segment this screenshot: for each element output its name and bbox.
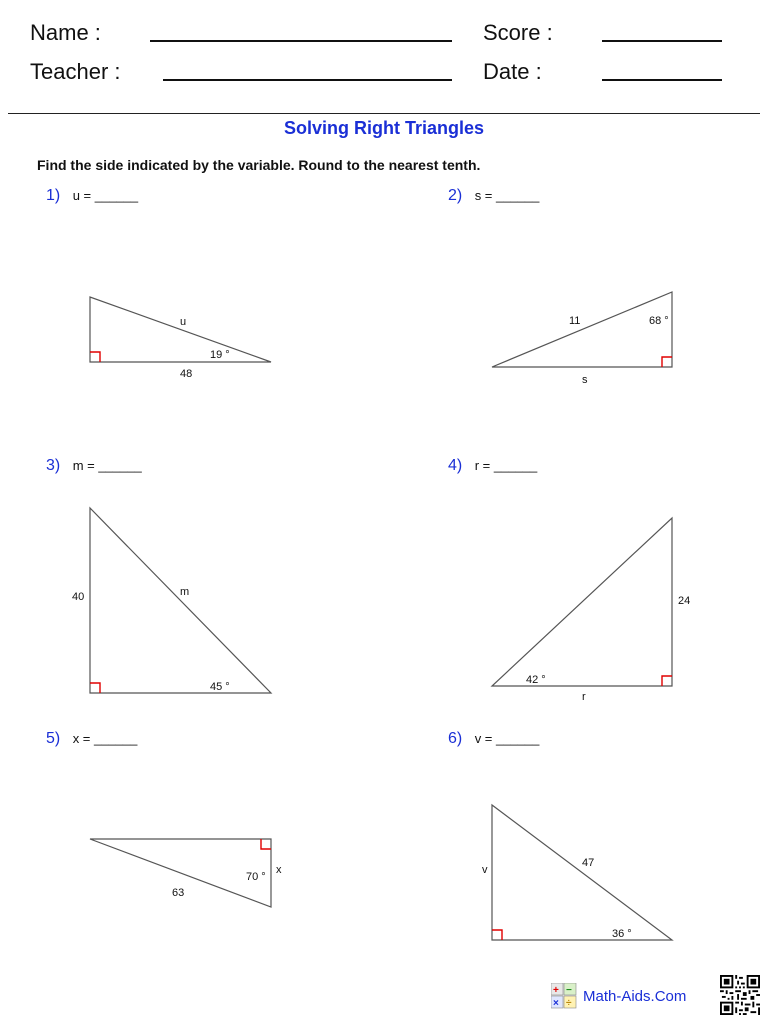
triangle-3 <box>72 508 271 693</box>
triangle-1 <box>90 297 271 380</box>
problem-prompt: v = ______ <box>474 731 540 746</box>
triangle-4 <box>492 518 690 703</box>
instructions: Find the side indicated by the variable. Round to the nearest tenth. <box>37 157 481 173</box>
right-angle-marker <box>90 683 100 693</box>
footer-brand[interactable]: Math-Aids.Com <box>583 988 687 1005</box>
teacher-label: Teacher : <box>30 59 121 84</box>
triangle-2-shape <box>492 292 672 367</box>
triangle-4-shape <box>492 518 672 686</box>
right-angle-marker <box>662 357 672 367</box>
triangle-6 <box>482 805 672 940</box>
triangle-4-base-label: r <box>582 691 586 703</box>
triangle-4-angle-label: 42 ° <box>526 674 546 686</box>
qr-code-icon <box>720 975 760 1015</box>
right-angle-marker <box>492 930 502 940</box>
svg-text:+: + <box>553 985 559 996</box>
name-label: Name : <box>30 20 101 45</box>
calculator-logo-icon <box>551 983 577 1009</box>
date-label: Date : <box>483 59 542 84</box>
problem-prompt: r = ______ <box>474 458 538 473</box>
triangle-5-leg-label: x <box>276 864 282 876</box>
triangle-5-angle-label: 70 ° <box>246 871 266 883</box>
svg-text:×: × <box>553 998 559 1009</box>
problem-number: 1) <box>46 187 61 204</box>
svg-text:−: − <box>566 985 572 996</box>
triangle-3-angle-label: 45 ° <box>210 681 230 693</box>
triangle-2-base-label: s <box>582 374 588 386</box>
problem-number: 6) <box>448 730 463 747</box>
triangle-2-angle-label: 68 ° <box>649 315 669 327</box>
triangle-2 <box>492 292 672 386</box>
triangle-6-angle-label: 36 ° <box>612 928 632 940</box>
triangle-1-shape <box>90 297 271 362</box>
problem-number: 3) <box>46 457 61 474</box>
problem-number: 4) <box>448 457 463 474</box>
right-angle-marker <box>662 676 672 686</box>
worksheet-title: Solving Right Triangles <box>283 118 485 138</box>
triangle-6-leg-label: v <box>482 864 488 876</box>
triangle-6-hyp-label: 47 <box>582 857 595 869</box>
triangle-3-leg-label: 40 <box>72 591 85 603</box>
problem-prompt: s = ______ <box>474 188 540 203</box>
triangle-1-hyp-label: u <box>180 316 187 328</box>
triangle-3-hyp-label: m <box>180 586 190 598</box>
triangle-6-shape <box>492 805 672 940</box>
problem-number: 2) <box>448 187 463 204</box>
triangle-2-hyp-label: 11 <box>569 315 581 327</box>
triangle-4-leg-label: 24 <box>678 595 691 607</box>
problem-prompt: u = ______ <box>72 188 139 203</box>
score-label: Score : <box>483 20 553 45</box>
svg-text:÷: ÷ <box>566 998 572 1009</box>
right-angle-marker <box>261 839 271 849</box>
triangle-1-base-label: 48 <box>180 368 193 380</box>
triangle-1-angle-label: 19 ° <box>210 349 230 361</box>
right-angle-marker <box>90 352 100 362</box>
problem-number: 5) <box>46 730 61 747</box>
triangle-5 <box>90 839 282 907</box>
triangle-5-hyp-label: 63 <box>172 887 185 899</box>
triangle-3-shape <box>90 508 271 693</box>
problem-prompt: x = ______ <box>72 731 138 746</box>
problem-prompt: m = ______ <box>72 458 142 473</box>
